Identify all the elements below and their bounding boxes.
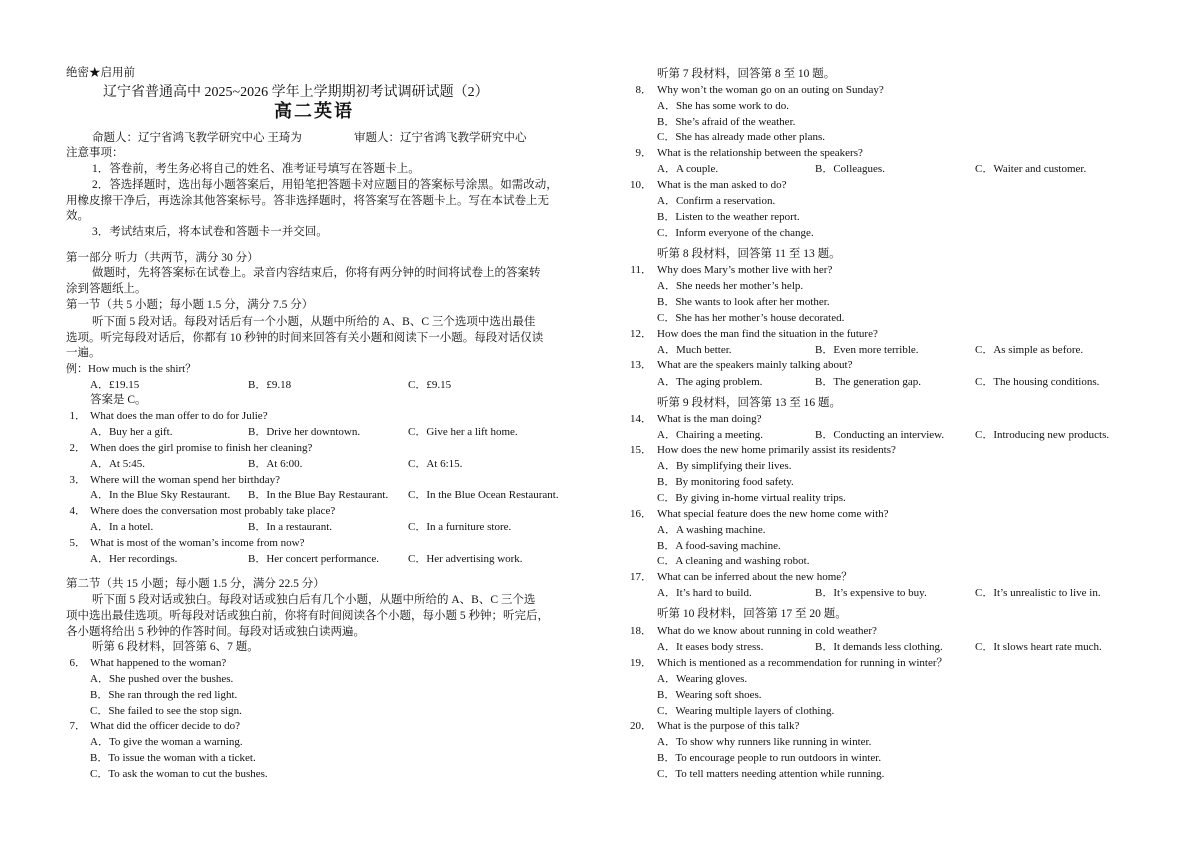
option-c: C．It slows heart rate much. bbox=[975, 641, 1102, 653]
material-heading: 听第 9 段材料，回答第 13 至 16 题。 bbox=[657, 397, 841, 409]
option-a: A．A couple. bbox=[657, 163, 719, 175]
section2-intro-end: 各小题将给出 5 秒钟的作答时间。每段对话或独白读两遍。 bbox=[66, 626, 365, 638]
question-number: 17． bbox=[630, 571, 652, 583]
question-number: 2． bbox=[69, 442, 86, 454]
option-c: C．To tell matters needing attention while running. bbox=[657, 768, 885, 780]
question-text: Why does Mary’s mother live with her? bbox=[657, 264, 833, 276]
question-text: How does the new home primarily assist its residents? bbox=[657, 444, 896, 456]
option-c: C．Wearing multiple layers of clothing. bbox=[657, 705, 835, 717]
option-b: B．Conducting an interview. bbox=[815, 429, 945, 441]
option-a: A．She has some work to do. bbox=[657, 100, 789, 112]
question-number: 12． bbox=[630, 328, 652, 340]
part1-intro-cont: 涂到答题纸上。 bbox=[66, 283, 147, 295]
question-text: What does the man offer to do for Julie? bbox=[90, 410, 268, 422]
option-c: C．Inform everyone of the change. bbox=[657, 227, 814, 239]
option-b: B．She’s afraid of the weather. bbox=[657, 116, 796, 128]
question-text: What happened to the woman? bbox=[90, 657, 227, 669]
example-question: 例：How much is the shirt？ bbox=[66, 363, 197, 375]
option-b: B．It demands less clothing. bbox=[815, 641, 943, 653]
note-3: 3．考试结束后，将本试卷和答题卡一并交回。 bbox=[92, 226, 328, 238]
question-text: Where will the woman spend her birthday? bbox=[90, 474, 280, 486]
question-text: What are the speakers mainly talking about? bbox=[657, 359, 853, 371]
material-heading: 听第 7 段材料，回答第 8 至 10 题。 bbox=[657, 68, 836, 80]
option-b: B．The generation gap. bbox=[815, 376, 921, 388]
option-a: A．Chairing a meeting. bbox=[657, 429, 764, 441]
option-b: B．Even more terrible. bbox=[815, 344, 919, 356]
option-a: A．Her recordings. bbox=[90, 553, 178, 565]
option-a: A．In a hotel. bbox=[90, 521, 154, 533]
option-b: B．Drive her downtown. bbox=[248, 426, 361, 438]
option-a: A．Confirm a reservation. bbox=[657, 195, 776, 207]
example-option-a: A．£19.15 bbox=[90, 379, 140, 391]
option-a: A．A washing machine. bbox=[657, 524, 766, 536]
option-c: C．In a furniture store. bbox=[408, 521, 512, 533]
reviewer-line: 审题人：辽宁省鸿飞教学研究中心 bbox=[354, 132, 527, 144]
exam-title: 辽宁省普通高中 2025~2026 学年上学期期初考试调研试题（2） bbox=[103, 85, 489, 100]
question-number: 14． bbox=[630, 413, 652, 425]
option-c: C．As simple as before. bbox=[975, 344, 1084, 356]
question-text: What did the officer decide to do? bbox=[90, 720, 241, 732]
note-2-cont: 用橡皮擦干净后，再选涂其他答案标号。答非选择题时，将答案写在答题卡上。写在本试卷上无 bbox=[66, 195, 549, 207]
question-number: 8． bbox=[635, 84, 652, 96]
option-a: A．To show why runners like running in winter. bbox=[657, 736, 872, 748]
section1-intro-end: 一遍。 bbox=[66, 347, 101, 359]
option-a: A．Wearing gloves. bbox=[657, 673, 748, 685]
question-number: 20． bbox=[630, 720, 652, 732]
section1-heading: 第一节（共 5 小题；每小题 1.5 分，满分 7.5 分） bbox=[66, 299, 314, 311]
question-number: 5． bbox=[69, 537, 86, 549]
question-number: 10． bbox=[630, 179, 652, 191]
option-c: C．Her advertising work. bbox=[408, 553, 523, 565]
question-number: 13． bbox=[630, 359, 652, 371]
option-b: B．To issue the woman with a ticket. bbox=[90, 752, 256, 764]
question-text: When does the girl promise to finish her cleaning? bbox=[90, 442, 313, 454]
option-b: B．At 6:00. bbox=[248, 458, 303, 470]
question-number: 16． bbox=[630, 508, 652, 520]
option-c: C．A cleaning and washing robot. bbox=[657, 555, 810, 567]
option-a: A．She pushed over the bushes. bbox=[90, 673, 234, 685]
question-text: How does the man find the situation in the future? bbox=[657, 328, 878, 340]
question-number: 18． bbox=[630, 625, 652, 637]
question-number: 3． bbox=[69, 474, 86, 486]
question-number: 9． bbox=[635, 147, 652, 159]
option-b: B．It’s expensive to buy. bbox=[815, 587, 927, 599]
option-b: B．She ran through the red light. bbox=[90, 689, 238, 701]
question-number: 19． bbox=[630, 657, 652, 669]
question-text: Where does the conversation most probably take place? bbox=[90, 505, 336, 517]
option-a: A．In the Blue Sky Restaurant. bbox=[90, 489, 231, 501]
option-a: A．She needs her mother’s help. bbox=[657, 280, 804, 292]
option-b: B．She wants to look after her mother. bbox=[657, 296, 830, 308]
question-number: 4． bbox=[69, 505, 86, 517]
option-a: A．It eases body stress. bbox=[657, 641, 764, 653]
question-text: What is the purpose of this talk? bbox=[657, 720, 800, 732]
question-text: What is most of the woman’s income from now? bbox=[90, 537, 305, 549]
section1-intro-cont: 选项。听完每段对话后，你都有 10 秒钟的时间来回答有关小题和阅读下一小题。每段对话仅读 bbox=[66, 332, 544, 344]
author-line: 命题人：辽宁省鸿飞教学研究中心 王琦为 bbox=[92, 132, 302, 144]
section1-intro: 听下面 5 段对话。每段对话后有一个小题，从题中所给的 A、B、C 三个选项中选出最佳 bbox=[92, 316, 536, 328]
option-a: A．It’s hard to build. bbox=[657, 587, 752, 599]
example-option-c: C．£9.15 bbox=[408, 379, 452, 391]
option-c: C．She failed to see the stop sign. bbox=[90, 705, 242, 717]
option-a: A．Buy her a gift. bbox=[90, 426, 173, 438]
option-c: C．Give her a lift home. bbox=[408, 426, 518, 438]
question-text: Why won’t the woman go on an outing on Sunday? bbox=[657, 84, 884, 96]
note-2: 2．答选择题时，选出每小题答案后，用铅笔把答题卡对应题目的答案标号涂黑。如需改动， bbox=[92, 179, 558, 191]
question-number: 15． bbox=[630, 444, 652, 456]
question-text: What do we know about running in cold weather? bbox=[657, 625, 877, 637]
option-b: B．Listen to the weather report. bbox=[657, 211, 800, 223]
option-c: C．Introducing new products. bbox=[975, 429, 1110, 441]
option-a: A．The aging problem. bbox=[657, 376, 763, 388]
question-text: What is the man asked to do? bbox=[657, 179, 787, 191]
option-b: B．Her concert performance. bbox=[248, 553, 380, 565]
material-heading: 听第 10 段材料，回答第 17 至 20 题。 bbox=[657, 608, 847, 620]
question-number: 6． bbox=[69, 657, 86, 669]
option-b: B．Colleagues. bbox=[815, 163, 885, 175]
option-b: B．In a restaurant. bbox=[248, 521, 332, 533]
question-number: 1． bbox=[69, 410, 86, 422]
option-c: C．She has already made other plans. bbox=[657, 131, 826, 143]
option-b: B．A food-saving machine. bbox=[657, 540, 781, 552]
option-c: C．At 6:15. bbox=[408, 458, 463, 470]
option-c: C．She has her mother’s house decorated. bbox=[657, 312, 845, 324]
section2-heading: 第二节（共 15 小题；每小题 1.5 分，满分 22.5 分） bbox=[66, 578, 325, 590]
notes-heading: 注意事项： bbox=[66, 147, 124, 159]
subject-title: 高二英语 bbox=[274, 101, 354, 121]
option-a: A．By simplifying their lives. bbox=[657, 460, 792, 472]
question-text: What is the man doing? bbox=[657, 413, 762, 425]
question-text: What is the relationship between the speakers? bbox=[657, 147, 863, 159]
confidential-label: 绝密★启用前 bbox=[66, 67, 135, 79]
option-b: B．By monitoring food safety. bbox=[657, 476, 794, 488]
question-number: 11． bbox=[630, 264, 652, 276]
option-c: C．To ask the woman to cut the bushes. bbox=[90, 768, 268, 780]
option-b: B．In the Blue Bay Restaurant. bbox=[248, 489, 389, 501]
material-heading: 听第 8 段材料，回答第 11 至 13 题。 bbox=[657, 248, 841, 260]
option-c: C．Waiter and customer. bbox=[975, 163, 1087, 175]
note-1: 1．答卷前，考生务必将自己的姓名、准考证号填写在答题卡上。 bbox=[92, 163, 420, 175]
example-option-b: B．£9.18 bbox=[248, 379, 292, 391]
question-text: Which is mentioned as a recommendation for running in winter？ bbox=[657, 657, 948, 669]
option-b: B．Wearing soft shoes. bbox=[657, 689, 762, 701]
option-c: C．The housing conditions. bbox=[975, 376, 1100, 388]
question-text: What special feature does the new home come with? bbox=[657, 508, 889, 520]
note-2-end: 效。 bbox=[66, 210, 89, 222]
question-number: 7． bbox=[69, 720, 86, 732]
part1-heading: 第一部分 听力（共两节，满分 30 分） bbox=[66, 252, 259, 264]
part1-intro: 做题时，先将答案标在试卷上。录音内容结束后，你将有两分钟的时间将试卷上的答案转 bbox=[92, 267, 541, 279]
option-a: A．Much better. bbox=[657, 344, 732, 356]
option-c: C．By giving in-home virtual reality trips. bbox=[657, 492, 846, 504]
section2-intro-cont: 项中选出最佳选项。听每段对话或独白前，你将有时间阅读各个小题，每小题 5 秒钟；听完后， bbox=[66, 610, 549, 622]
example-answer: 答案是 C。 bbox=[90, 394, 147, 406]
option-b: B．To encourage people to run outdoors in winter. bbox=[657, 752, 882, 764]
option-a: A．To give the woman a warning. bbox=[90, 736, 243, 748]
option-c: C．In the Blue Ocean Restaurant. bbox=[408, 489, 559, 501]
material-heading: 听第 6 段材料，回答第 6、7 题。 bbox=[92, 641, 259, 653]
option-c: C．It’s unrealistic to live in. bbox=[975, 587, 1101, 599]
section2-intro: 听下面 5 段对话或独白。每段对话或独白后有几个小题，从题中所给的 A、B、C 三个选 bbox=[92, 594, 536, 606]
option-a: A．At 5:45. bbox=[90, 458, 145, 470]
question-text: What can be inferred about the new home？ bbox=[657, 571, 853, 583]
